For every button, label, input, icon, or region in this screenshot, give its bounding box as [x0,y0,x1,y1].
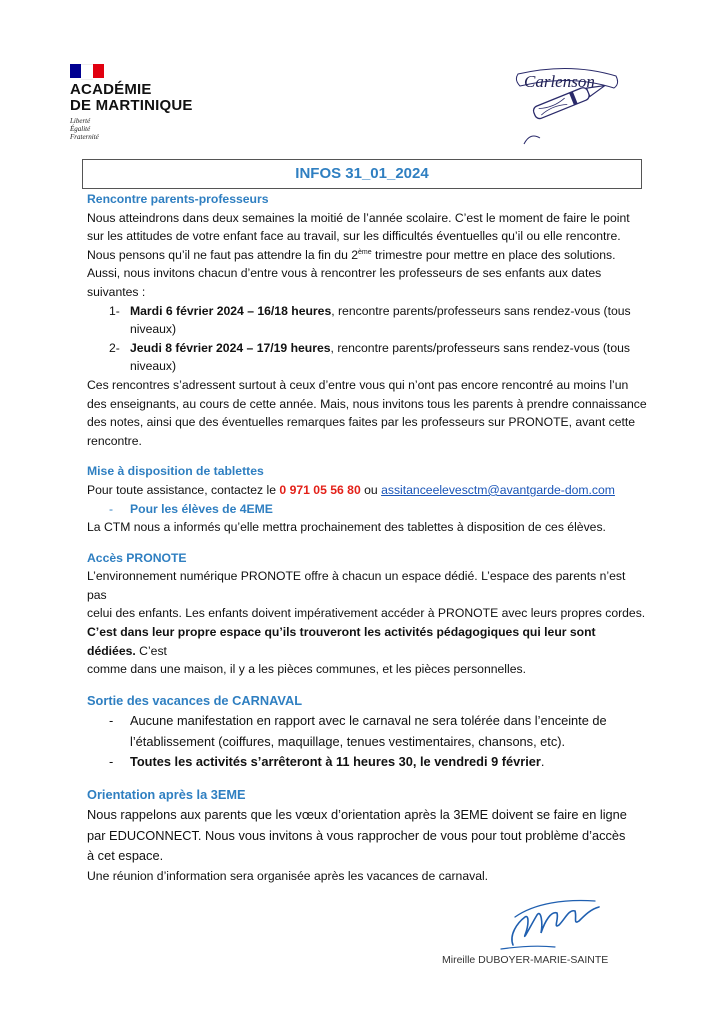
school-logo [510,66,622,158]
paragraph-line: par EDUCONNECT. Nous vous invitons à vous rapprocher de vous pour tout problème d’accès [87,827,626,843]
republic-motto [70,117,193,141]
text-fragment: ou [360,482,382,497]
phone-number[interactable]: 0 971 05 56 80 [279,482,361,497]
list-text-cont: niveaux) [130,322,177,337]
superscript: ème [358,248,372,256]
date-bold: Jeudi 8 février 2024 – 17/19 heures [130,340,331,355]
french-flag-icon [70,64,104,78]
list-text-cont: niveaux) [130,359,177,374]
signatory-name: Mireille DUBOYER-MARIE-SAINTE [442,954,609,966]
academy-name-line2: DE MARTINIQUE [70,97,193,114]
bullet-dash: - [109,501,114,516]
motto-line2: Égalité [70,125,91,133]
spacer [87,679,647,691]
paragraph-line: des enseignants, au cours de cette année. Mais, nous invitons tous les parents à prendre connaissance [87,396,647,411]
text-fragment: trimestre pour mettre en place des solutions. [371,247,616,262]
spacer [87,450,647,462]
bullet-dash: - [109,754,114,770]
title-box [82,159,642,189]
text-fragment: C’est [135,643,167,658]
document-title: INFOS 31_01_2024 [295,165,429,182]
paragraph-line: Ces rencontres s’adressent surtout à ceux d’entre vous qui n’ont pas encore rencontré au moins l’un [87,377,629,392]
document-body [87,190,647,885]
list-text: Aucune manifestation en rapport avec le carnaval ne sera tolérée dans l’enceinte de [130,713,607,729]
motto-line3: Fraternité [70,133,99,141]
list-item [87,711,647,752]
paragraph-line: rencontre. [87,433,142,448]
paragraph-line: à cet espace. [87,848,164,864]
paragraph-line: Aussi, nous invitons chacun d’entre vous à rencontrer les professeurs de ses enfants aux dates [87,266,602,281]
list-text: , rencontre parents/professeurs sans rendez-vous (tous [331,303,631,318]
paragraph-line: L’environnement numérique PRONOTE offre à chacun un espace dédié. L’espace des parents n’est pas [87,569,626,602]
section-heading-pronote: Accès PRONOTE [87,550,187,565]
academy-name [70,82,193,114]
paragraph-line [87,246,647,265]
paragraph-line: suivantes : [87,284,146,299]
list-item [87,752,647,773]
paragraph-line: comme dans une maison, il y a les pièces communes, et les pièces personnelles. [87,662,526,677]
paragraph-line: Nous rappelons aux parents que les vœux d’orientation après la 3EME doivent se faire en ligne [87,807,627,823]
paragraph-line: celui des enfants. Les enfants doivent impérativement accéder à PRONOTE avec leurs propres cordes. [87,606,646,621]
sub-heading-4eme: Pour les élèves de 4EME [130,501,273,516]
logo-text: Carlenson [524,72,595,91]
text-fragment: Nous pensons qu’il ne faut pas attendre la fin du 2 [87,247,359,262]
section-heading-rencontre: Rencontre parents-professeurs [87,192,269,206]
bold-statement: C’est dans leur propre espace qu’ils trouveront les activités pédagogiques qui leur sont dédiées. [87,625,596,658]
paragraph-line: des notes, ainsi que des éventuelles remarques faites par les professeurs sur PRONOTE, avant cette [87,415,636,430]
sub-bullet [87,500,647,519]
section-heading-carnaval: Sortie des vacances de CARNAVAL [87,692,303,708]
list-text: , rencontre parents/professeurs sans rendez-vous (tous [330,340,630,355]
date-bold: Mardi 6 février 2024 – 16/18 heures [130,303,332,318]
list-number: 2- [109,340,120,355]
email-link[interactable]: assitanceelevesctm@avantgarde-dom.com [381,482,615,497]
paragraph-line: Une réunion d’information sera organisée après les vacances de carnaval. [87,868,489,883]
paragraph-line: La CTM nous a informés qu’elle mettra prochainement des tablettes à disposition de ces élèves. [87,520,606,535]
spacer [87,537,647,549]
list-number: 1- [109,303,120,318]
academy-logo [70,64,193,141]
bullet-dash: - [109,713,114,729]
paragraph-line [87,481,647,500]
handwritten-signature [495,895,607,953]
text-fragment: Pour toute assistance, contactez le [87,482,280,497]
spacer [87,773,647,785]
section-heading-orientation: Orientation après la 3EME [87,786,246,802]
text-fragment: . [540,754,545,770]
paragraph-line: Nous atteindrons dans deux semaines la moitié de l’année scolaire. C’est le moment de faire le point [87,210,630,225]
list-text-cont: l’établissement (coiffures, maquillage, tenues vestimentaires, chansons, etc). [130,733,566,749]
list-item [87,302,647,339]
academy-name-line1: ACADÉMIE [70,81,152,98]
paragraph-line [87,623,647,660]
bold-statement: Toutes les activités s’arrêteront à 11 heures 30, le vendredi 9 février [130,754,541,770]
motto-line1: Liberté [70,117,91,125]
section-heading-tablettes: Mise à disposition de tablettes [87,464,264,479]
list-item [87,339,647,376]
paragraph-line: sur les attitudes de votre enfant face au travail, sur les difficultés éventuelles qu’il ou elle rencontre. [87,229,621,244]
